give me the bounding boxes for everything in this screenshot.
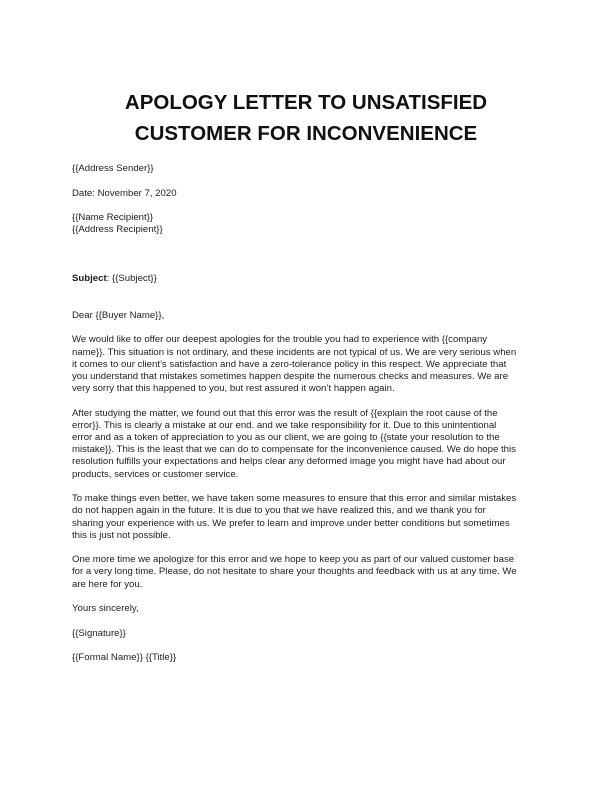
paragraph-line: very sorry that this happened to you, but rest assured it won’t happen again. — [72, 383, 395, 395]
name-title-block — [72, 652, 542, 664]
paragraph-line: error}}. This is clearly a mistake at our end. and we take responsibility for it. Due to this unintentional — [72, 419, 497, 431]
salutation: Dear {{Buyer Name}}, — [72, 309, 165, 321]
paragraph-line: sharing your experience with us. We prefer to learn and improve under better conditions but sometimes — [72, 517, 510, 529]
paragraph-line: this is just not possible. — [72, 529, 171, 541]
subject-block — [72, 273, 542, 285]
formal-name-title: {{Formal Name}} {{Title}} — [72, 652, 177, 664]
letter-date: Date: November 7, 2020 — [72, 187, 177, 199]
recipient-block — [72, 212, 542, 236]
paragraph-line: products, services or customer service. — [72, 468, 239, 480]
paragraph-2 — [72, 408, 542, 481]
paragraph-line: We would like to offer our deepest apologies for the trouble you had to experience with {{company — [72, 334, 488, 346]
subject-value: : {{Subject}} — [106, 273, 157, 284]
closing: Yours sincerely, — [72, 603, 139, 615]
paragraph-line: are here for you. — [72, 578, 143, 590]
paragraph-line: mistake}}. This is the least that we can do to compensate for the inconvenience caused. We do hope this — [72, 444, 516, 456]
paragraph-line: error and as a token of appreciation to you as our client, we are going to {{state your resolution to the — [72, 432, 500, 444]
paragraph-line: for a very long time. Please, do not hesitate to share your thoughts and feedback with us at any time. We — [72, 566, 517, 578]
address-recipient: {{Address Recipient}} — [72, 224, 163, 236]
closing-block — [72, 603, 542, 615]
paragraph-line: it comes to our client’s satisfaction and have a zero-tolerance policy in this respect. We appreciate that — [72, 358, 507, 370]
paragraph-line: name}}. This situation is not ordinary, and these incidents are not typical of us. We are very serious when — [72, 346, 517, 358]
subject-line — [72, 273, 542, 285]
paragraph-line: To make things even better, we have taken some measures to ensure that this error and similar mistakes — [72, 493, 517, 505]
paragraph-1 — [72, 334, 542, 395]
address-sender: {{Address Sender}} — [72, 163, 154, 174]
title-line-1: APOLOGY LETTER TO UNSATISFIED — [124, 91, 488, 114]
paragraph-line: you understand that mistakes sometimes happen despite the numerous checks and measures. We are — [72, 370, 509, 382]
subject-label: Subject — [72, 273, 107, 284]
paragraph-line: One more time we apologize for this error and we hope to keep you as part of our valued customer base — [72, 554, 515, 566]
paragraph-line: After studying the matter, we found out that this error was the result of {{explain the root cause of the — [72, 407, 498, 419]
title-line-2: CUSTOMER FOR INCONVENIENCE — [134, 122, 478, 145]
paragraph-line: do not happen again in the future. It is due to you that we have realized this, and we thank you for — [72, 505, 486, 517]
salutation-block — [72, 310, 542, 322]
letter-title — [60, 87, 552, 149]
letter-body — [72, 163, 542, 677]
paragraph-line: resolution fulfills your expectations and helps clear any deformed image you might have had about our — [72, 456, 506, 468]
signature: {{Signature}} — [72, 627, 126, 639]
signature-block — [72, 628, 542, 640]
date-block — [72, 188, 542, 200]
paragraph-4 — [72, 554, 542, 591]
paragraph-3 — [72, 493, 542, 542]
name-recipient: {{Name Recipient}} — [72, 212, 154, 223]
sender-block — [72, 163, 542, 175]
